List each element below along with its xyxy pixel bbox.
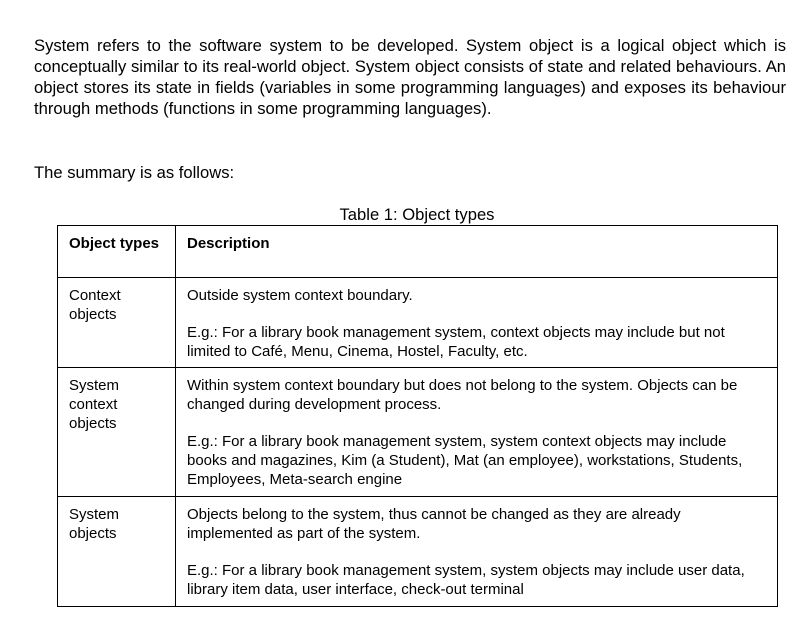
table-row: [58, 278, 778, 368]
example-text: E.g.: For a library book management system, system objects may include user data, library item data, user interface, check-out terminal: [187, 562, 745, 598]
intro-paragraph: System refers to the software system to be developed. System object is a logical object which is conceptually similar to its real-world object. System object consists of state and related behaviours. An object stores its state in fields (variables in some programming languages) and exposes its behaviour through methods (functions in some programming languages).: [34, 36, 786, 118]
header-description: [176, 226, 778, 278]
description-text: Objects belong to the system, thus cannot be changed as they are already implemented as part of the system.: [187, 506, 681, 542]
type-cell: [58, 278, 176, 368]
object-type-label: Context objects: [69, 287, 121, 323]
description-text: Outside system context boundary.: [187, 287, 413, 304]
description-text: Within system context boundary but does not belong to the system. Objects can be changed during development process.: [187, 377, 738, 413]
description-cell: [176, 497, 778, 607]
table-caption: Table 1: Object types: [339, 205, 495, 224]
object-type-label: System objects: [69, 506, 120, 542]
header-object-types-label: Object types: [69, 235, 160, 252]
table-row: [58, 497, 778, 607]
description-cell: [176, 368, 778, 497]
example-text: E.g.: For a library book management system, system context objects may include books and magazines, Kim (a Student), Mat (an employee), workstations, Students, Employees, Meta-search engine: [187, 433, 743, 488]
object-types-table: [57, 225, 778, 607]
table-header-row: [58, 226, 778, 278]
summary-line: The summary is as follows:: [34, 163, 235, 182]
object-type-label: System context objects: [69, 377, 120, 432]
table-row: [58, 368, 778, 497]
type-cell: [58, 368, 176, 497]
header-object-types: [58, 226, 176, 278]
example-text: E.g.: For a library book management system, context objects may include but not limited to Café, Menu, Cinema, Hostel, Faculty, etc.: [187, 324, 725, 360]
header-description-label: Description: [187, 235, 270, 252]
type-cell: [58, 497, 176, 607]
description-cell: [176, 278, 778, 368]
